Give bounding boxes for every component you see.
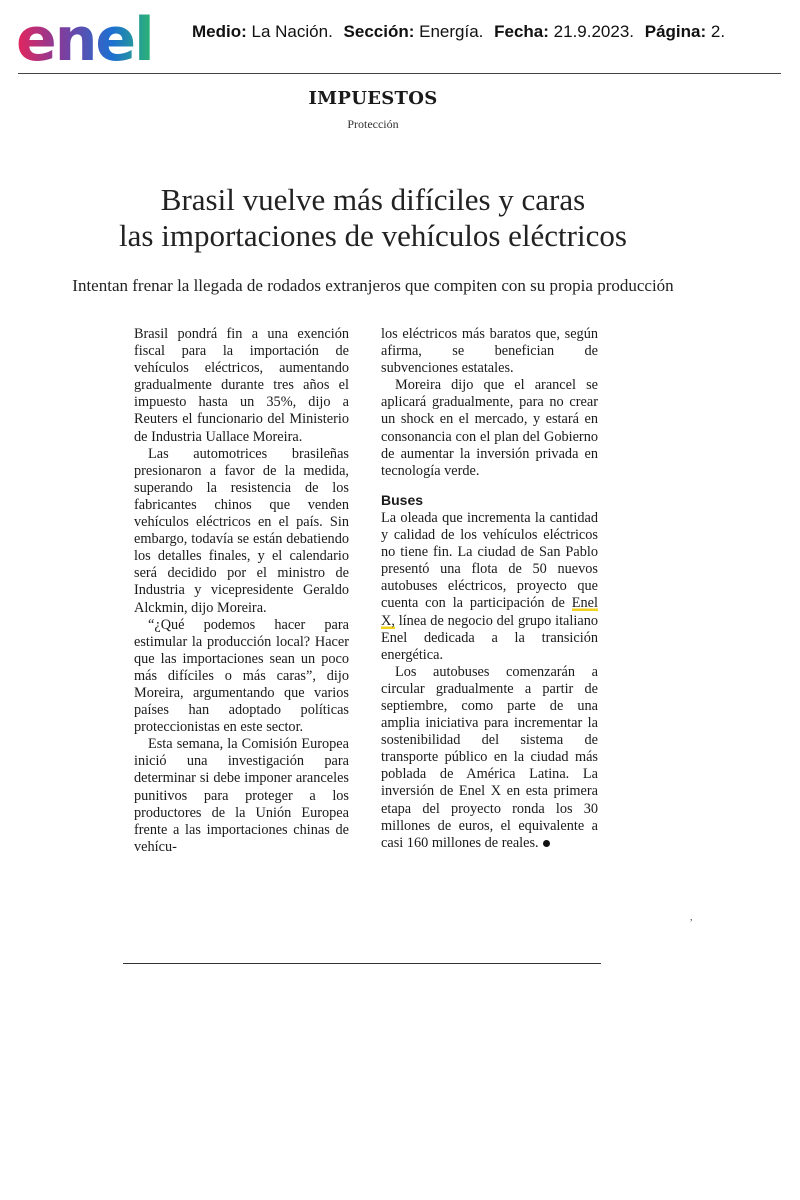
article-column-right <box>381 326 598 852</box>
body-paragraph: “¿Qué podemos hacer para estimular la producción local? Hacer que las importaciones sean un poco más difíciles o más caras”, dijo Moreira, argumentando que varios países han adoptado políticas proteccionistas en este sector. <box>134 616 349 736</box>
body-paragraph: Las automotrices brasileñas presionaron a favor de la medida, superando la resistencia de los fabricantes chinos que venden vehículos eléctricos en el país. Sin embargo, todavía se están debatiendo los detalles finales, y el calendario será decidido por el ministro de Industria y vicepresidente Geraldo Alckmin, dijo Moreira. <box>134 445 349 616</box>
press-clipping-metadata <box>192 22 725 42</box>
scan-mark: , <box>690 912 693 923</box>
article-column-left <box>134 326 349 856</box>
fecha-value: 21.9.2023. <box>553 22 635 41</box>
buses-paragraph-2: Los autobuses comenzarán a circular gradualmente a partir de septiembre, como parte de una amplia iniciativa para incrementar la sostenibilidad del sistema de transporte público en la ciudad más poblada de América Latina. La inversión de Enel X en esta primera etapa del proyecto ronda los 30 millones de euros, el equivalente a casi 160 millones de reales. <box>381 663 598 851</box>
header-divider <box>18 73 781 74</box>
seccion-value: Energía. <box>419 22 484 41</box>
fecha-label: Fecha: <box>494 22 549 41</box>
article-bottom-divider <box>123 963 601 964</box>
body-paragraph <box>381 510 598 664</box>
pagina-label: Página: <box>644 22 707 41</box>
highlighted-mention: Enel X, <box>381 595 598 629</box>
medio-label: Medio: <box>192 22 247 41</box>
buses-text-after: línea de negocio del grupo italiano Enel dedicada a la transición energética. <box>381 612 598 663</box>
medio-value: La Nación. <box>251 22 333 41</box>
body-paragraph: Brasil pondrá fin a una exención fiscal para la importación de vehículos eléctricos, aumentando gradualmente durante tres años el impuesto hasta un 35%, dijo a Reuters el funcionario del Ministerio de Industria Uallace Moreira. <box>134 326 349 445</box>
headline-line-2: las importaciones de vehículos eléctricos <box>119 218 627 253</box>
body-paragraph: Esta semana, la Comisión Europea inició una investigación para determinar si debe imponer aranceles punitivos para proteger a los productores de la Unión Europea frente a las importaciones chinas de vehícu- <box>134 736 349 855</box>
subheading-buses: Buses <box>381 491 424 508</box>
headline-line-1: Brasil vuelve más difíciles y caras <box>160 182 586 217</box>
deck-subtitle: Intentan frenar la llegada de rodados extranjeros que compiten con su propia producción <box>72 276 674 295</box>
section-title: IMPUESTOS <box>308 88 438 109</box>
body-paragraph: los eléctricos más baratos que, según afirma, se benefician de subvenciones estatales. <box>381 326 598 377</box>
buses-text-before: La oleada que incrementa la cantidad y calidad de los vehículos eléctricos no tiene fin. La ciudad de San Pablo presentó una flota de 50 nuevos autobuses eléctricos, proyecto que cuenta con la participación de <box>381 509 598 612</box>
body-paragraph: Moreira dijo que el arancel se aplicará gradualmente, para no crear un shock en el mercado, y estará en consonancia con el plan del Gobierno de aumentar la inversión privada en tecnología verde. <box>381 377 598 479</box>
subsection-title: Protección <box>347 117 399 131</box>
logo-text: enel <box>16 5 153 68</box>
body-paragraph <box>381 664 598 852</box>
end-of-article-mark <box>543 840 550 847</box>
enel-logo <box>14 4 182 68</box>
headline <box>0 182 746 254</box>
pagina-value: 2. <box>710 22 726 41</box>
seccion-label: Sección: <box>343 22 415 41</box>
